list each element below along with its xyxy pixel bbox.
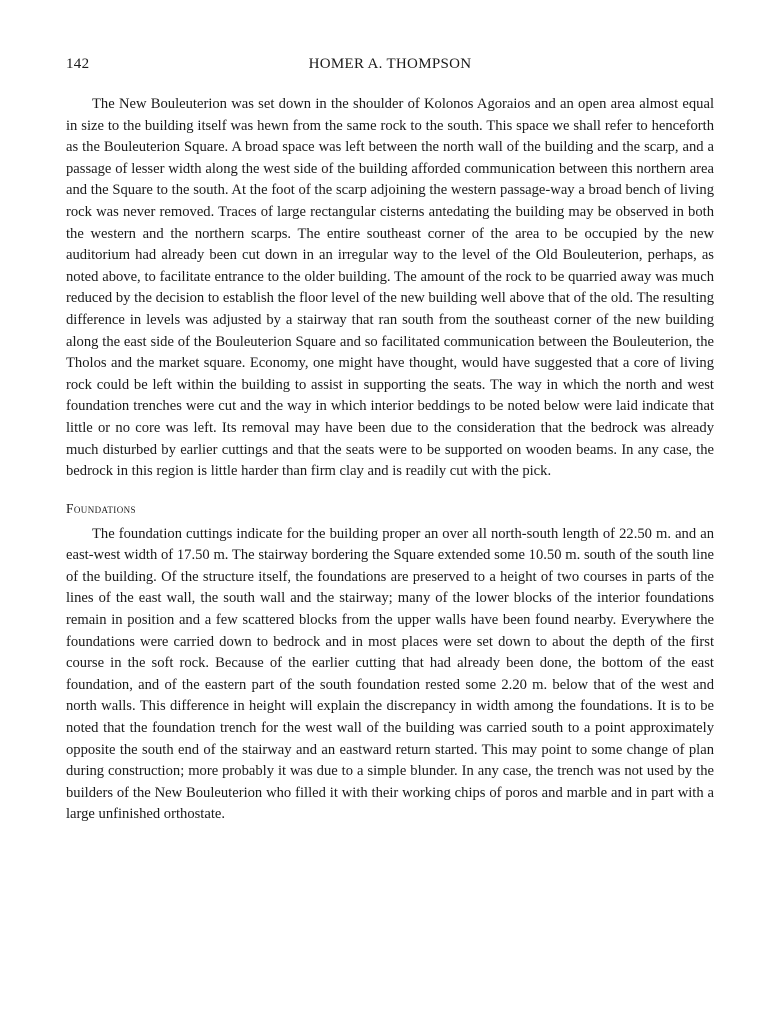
page-number: 142 [66, 56, 90, 72]
running-head [66, 56, 714, 82]
running-head-author: HOMER A. THOMPSON [308, 56, 472, 72]
section-heading: Foundations [66, 500, 136, 516]
document-page [66, 56, 714, 826]
body-paragraph: The New Bouleuterion was set down in the shoulder of Kolonos Agoraios and an open area almost equal in size to the building itself was hewn from the same rock to the south. This space we shall refer to henceforth as the Bouleuterion Square. A broad space was left between the north wall of the building and the scarp, and a passage of lesser width along the west side of the building afforded communication between this northern area and the Square to the south. At the foot of the scarp adjoining the western passage-way a broad bench of living rock was never removed. Traces of large rectangular cisterns antedating the building may be observed in both the western and the northern scarps. The entire southeast corner of the area to be occupied by the new auditorium had already been cut down in an irregular way to the level of the Old Bouleuterion, perhaps, as noted above, to facilitate entrance to the older building. The amount of the rock to be quarried away was much reduced by the decision to establish the floor level of the new building well above that of the old. The resulting difference in levels was adjusted by a stairway that ran south from the southeast corner of the new building along the east side of the Bouleuterion Square and so facilitated communication between the Bouleuterion, the Tholos and the market square. Economy, one might have thought, would have suggested that a core of living rock could be left within the building to assist in supporting the seats. The way in which the north and west foundation trenches were cut and the way in which interior beddings to be noted below were laid indicate that little or no core was left. Its removal may have been due to the consideration that the bedrock was already much disturbed by earlier cuttings and that the seats were to be supported on wooden beams. In any case, the bedrock in this region is little harder than firm clay and is readily cut with the pick. [66, 96, 714, 480]
body-paragraph: The foundation cuttings indicate for the building proper an over all north-south length of 22.50 m. and an east-west width of 17.50 m. The stairway bordering the Square extended some 10.50 m. south of the south line of the building. Of the structure itself, the foundations are preserved to a height of two courses in parts of the lines of the east wall, the south wall and the stairway; many of the lower blocks of the interior foundations remain in position and a few scattered blocks from the upper walls have been found nearby. Everywhere the foundations were carried down to bedrock and in most places were set down to about the depth of the first course in the soft rock. Because of the earlier cutting that had already been done, the bottom of the east foundation, and of the eastern part of the south foundation rested some 2.20 m. below that of the west and north walls. This difference in height will explain the discrepancy in width among the foundations. It is to be noted that the foundation trench for the west wall of the building was carried south to a point approximately opposite the south end of the stairway and an eastward return started. This may point to some change of plan during construction; more probably it was due to a simple blunder. In any case, the trench was not used by the builders of the New Bouleuterion who filled it with their working chips of poros and marble and in part with a large unfinished orthostate. [66, 525, 714, 823]
